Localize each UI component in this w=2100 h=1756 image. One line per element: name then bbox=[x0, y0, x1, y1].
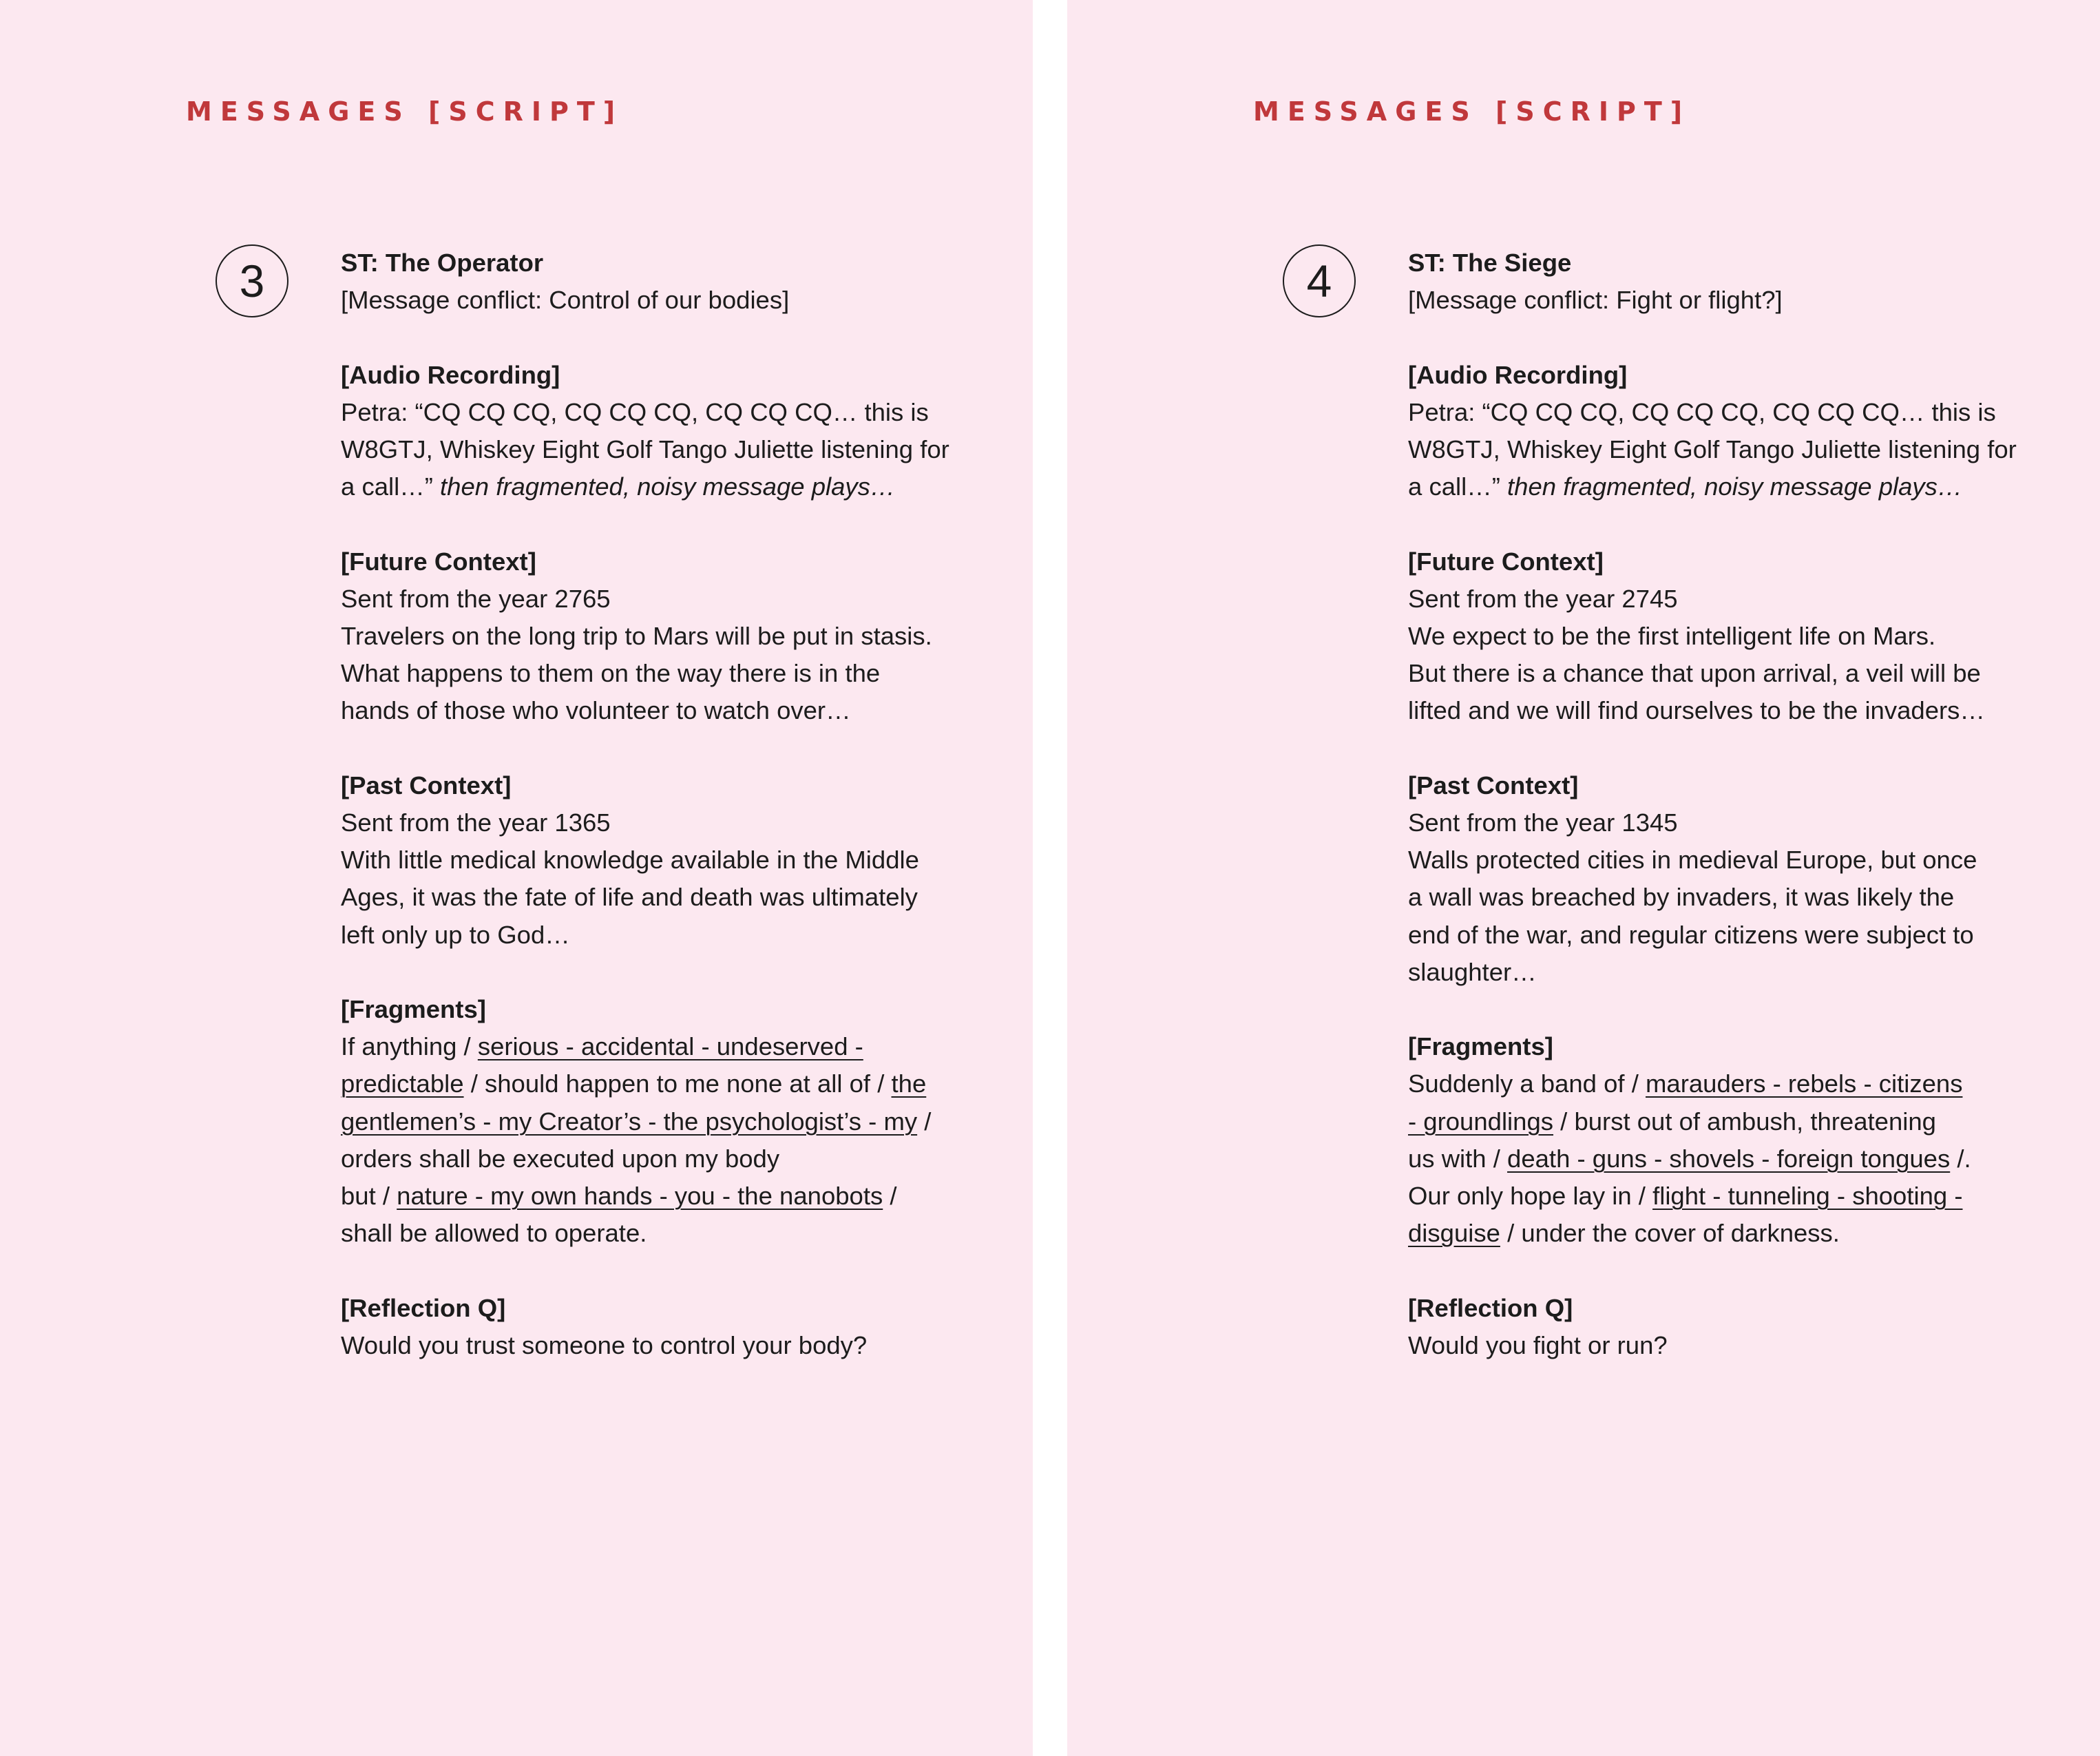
message-title: ST: The Operator bbox=[341, 249, 544, 277]
past-line: a wall was breached by invaders, it was likely the bbox=[1408, 883, 1955, 912]
title-block bbox=[1408, 244, 2048, 319]
past-line: With little medical knowledge available in the Middle bbox=[341, 846, 919, 875]
fragment-options: nature - my own hands - you - the nanobots bbox=[397, 1182, 883, 1211]
future-heading: [Future Context] bbox=[1408, 547, 1604, 576]
fragment-line bbox=[1408, 1215, 2048, 1252]
past-line: Sent from the year 1345 bbox=[1408, 808, 1678, 837]
fragment-options: - groundlings bbox=[1408, 1107, 1554, 1136]
fragment-options: the bbox=[891, 1069, 927, 1098]
audio-heading: [Audio Recording] bbox=[1408, 360, 1628, 389]
audio-quote-end: a call…” bbox=[1408, 472, 1500, 501]
fragment-line bbox=[341, 1028, 981, 1065]
running-header: MESSAGES [SCRIPT] bbox=[1253, 96, 1691, 127]
fragments-heading: [Fragments] bbox=[1408, 1032, 1553, 1061]
reflection-question: Would you trust someone to control your body? bbox=[341, 1330, 868, 1359]
fragment-text: but / bbox=[341, 1182, 397, 1211]
past-line: slaughter… bbox=[1408, 957, 1537, 986]
audio-line: Petra: “CQ CQ CQ, CQ CQ CQ, CQ CQ CQ… this is bbox=[341, 397, 929, 426]
past-line: Walls protected cities in medieval Europe, but once bbox=[1408, 846, 1977, 875]
title-block bbox=[341, 244, 981, 319]
future-section bbox=[341, 543, 981, 730]
fragment-text: / should happen to me none at all of / bbox=[463, 1069, 892, 1098]
future-line: Sent from the year 2765 bbox=[341, 584, 611, 613]
fragment-text: /. bbox=[1950, 1144, 1971, 1173]
audio-section bbox=[1408, 357, 2048, 506]
fragment-line bbox=[341, 1065, 981, 1102]
past-heading: [Past Context] bbox=[341, 771, 512, 799]
fragment-options: serious - accidental - undeserved - bbox=[477, 1032, 863, 1061]
past-heading: [Past Context] bbox=[1408, 771, 1579, 799]
fragment-options: flight - tunneling - shooting - bbox=[1652, 1182, 1963, 1211]
future-line: lifted and we will find ourselves to be the invaders… bbox=[1408, 696, 1985, 725]
future-line: But there is a chance that upon arrival, a veil will be bbox=[1408, 659, 1981, 688]
audio-line: W8GTJ, Whiskey Eight Golf Tango Juliette listening for bbox=[341, 435, 949, 463]
fragment-line bbox=[1408, 1178, 2048, 1215]
fragment-line: orders shall be executed upon my body bbox=[341, 1144, 780, 1173]
reflection-heading: [Reflection Q] bbox=[1408, 1293, 1573, 1322]
message-conflict: [Message conflict: Fight or flight?] bbox=[1408, 286, 1783, 315]
fragment-line bbox=[1408, 1140, 2048, 1178]
fragment-text: / bbox=[917, 1107, 932, 1136]
future-line: hands of those who volunteer to watch over… bbox=[341, 696, 851, 725]
fragment-line bbox=[1408, 1065, 2048, 1102]
future-line: We expect to be the first intelligent life on Mars. bbox=[1408, 622, 1936, 650]
fragment-text: / bbox=[883, 1182, 897, 1211]
fragment-options: death - guns - shovels - foreign tongues bbox=[1507, 1144, 1951, 1173]
audio-line bbox=[341, 468, 981, 505]
message-title: ST: The Siege bbox=[1408, 249, 1572, 277]
page-left bbox=[0, 0, 1033, 1756]
fragments-heading: [Fragments] bbox=[341, 995, 486, 1023]
fragment-text: Our only hope lay in / bbox=[1408, 1182, 1653, 1211]
future-section bbox=[1408, 543, 2048, 730]
fragment-text: / under the cover of darkness. bbox=[1500, 1219, 1840, 1248]
fragment-line bbox=[341, 1103, 981, 1140]
reflection-heading: [Reflection Q] bbox=[341, 1293, 506, 1322]
fragments-section bbox=[341, 991, 981, 1252]
reflection-section bbox=[341, 1290, 981, 1364]
past-line: left only up to God… bbox=[341, 920, 570, 949]
audio-line: Petra: “CQ CQ CQ, CQ CQ CQ, CQ CQ CQ… this is bbox=[1408, 397, 1996, 426]
fragment-options: gentlemen’s - my Creator’s - the psychologist’s - my bbox=[341, 1107, 918, 1136]
past-section bbox=[341, 767, 981, 954]
message-script bbox=[341, 244, 981, 1364]
fragment-text: Suddenly a band of / bbox=[1408, 1069, 1646, 1098]
future-line: Sent from the year 2745 bbox=[1408, 584, 1678, 613]
message-script bbox=[1408, 244, 2048, 1364]
audio-line: W8GTJ, Whiskey Eight Golf Tango Juliette listening for bbox=[1408, 435, 2017, 463]
audio-quote-end: a call…” bbox=[341, 472, 433, 501]
running-header: MESSAGES [SCRIPT] bbox=[186, 96, 624, 127]
audio-heading: [Audio Recording] bbox=[341, 360, 560, 389]
future-line: Travelers on the long trip to Mars will be put in stasis. bbox=[341, 622, 932, 650]
audio-line bbox=[1408, 468, 2048, 505]
message-conflict: [Message conflict: Control of our bodies] bbox=[341, 286, 790, 315]
fragment-line bbox=[341, 1178, 981, 1215]
audio-section bbox=[341, 357, 981, 506]
message-number-badge: 4 bbox=[1283, 244, 1356, 317]
future-line: What happens to them on the way there is in the bbox=[341, 659, 881, 688]
future-heading: [Future Context] bbox=[341, 547, 536, 576]
fragment-options: marauders - rebels - citizens bbox=[1646, 1069, 1963, 1098]
fragment-line: shall be allowed to operate. bbox=[341, 1219, 647, 1248]
fragment-options: disguise bbox=[1408, 1219, 1500, 1248]
past-line: Sent from the year 1365 bbox=[341, 808, 611, 837]
fragment-text: us with / bbox=[1408, 1144, 1508, 1173]
fragment-line bbox=[1408, 1103, 2048, 1140]
message-number-badge: 3 bbox=[216, 244, 288, 317]
page-right bbox=[1067, 0, 2100, 1756]
reflection-question: Would you fight or run? bbox=[1408, 1330, 1668, 1359]
fragments-section bbox=[1408, 1028, 2048, 1252]
past-line: Ages, it was the fate of life and death was ultimately bbox=[341, 883, 918, 912]
fragment-text: If anything / bbox=[341, 1032, 478, 1061]
fragment-text: / burst out of ambush, threatening bbox=[1553, 1107, 1936, 1136]
past-section bbox=[1408, 767, 2048, 991]
fragment-options: predictable bbox=[341, 1069, 464, 1098]
audio-stage-direction: then fragmented, noisy message plays… bbox=[440, 472, 896, 501]
past-line: end of the war, and regular citizens were subject to bbox=[1408, 920, 1974, 949]
audio-stage-direction: then fragmented, noisy message plays… bbox=[1507, 472, 1963, 501]
reflection-section bbox=[1408, 1290, 2048, 1364]
